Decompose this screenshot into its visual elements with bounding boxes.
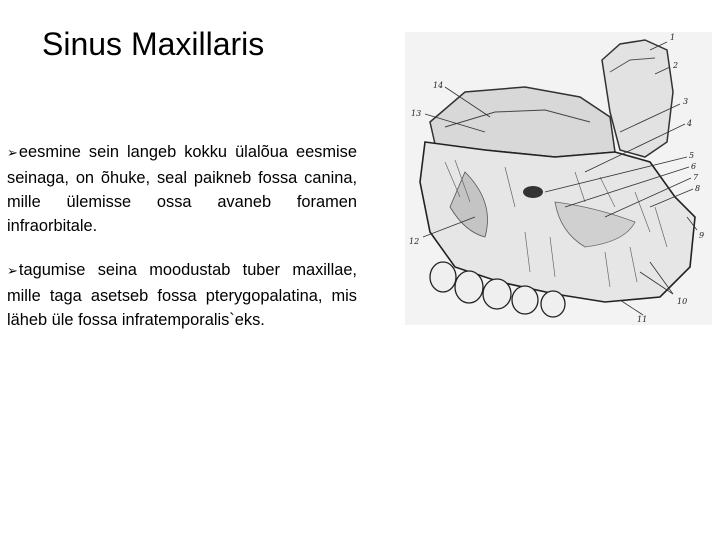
figure-label: 5 xyxy=(689,151,695,160)
slide-body xyxy=(7,140,357,352)
maxilla-anatomy-illustration-icon xyxy=(405,32,712,325)
arrow-bullet-icon: ➢ xyxy=(7,264,18,279)
figure-label: 14 xyxy=(433,81,444,90)
figure-label: 6 xyxy=(691,162,697,171)
slide-title: Sinus Maxillaris xyxy=(42,26,265,62)
bullet-item-anterior-wall xyxy=(7,140,357,238)
figure-label: 4 xyxy=(687,119,693,128)
bullet-text: tagumise seina moodustab tuber maxillae, mille taga asetseb fossa pterygopalatina, mis läheb üle fossa infratemporalis`eks. xyxy=(7,261,357,329)
figure-label: 7 xyxy=(693,173,699,182)
figure-label: 12 xyxy=(409,237,420,246)
figure-label: 1 xyxy=(670,33,676,42)
bullet-item-posterior-wall xyxy=(7,258,357,332)
figure-label: 2 xyxy=(673,61,679,70)
figure-label: 3 xyxy=(683,97,689,106)
arrow-bullet-icon: ➢ xyxy=(7,146,18,161)
figure-label: 10 xyxy=(677,297,688,306)
figure-label: 11 xyxy=(637,315,648,324)
bullet-text: eesmine sein langeb kokku ülalõua eesmise seinaga, on õhuke, seal paikneb fossa canina, mille ülemisse ossa avaneb foramen infraorbitale. xyxy=(7,143,357,235)
figure-label: 9 xyxy=(699,231,705,240)
figure-label: 13 xyxy=(411,109,422,118)
figure-label: 8 xyxy=(695,184,701,193)
maxilla-figure xyxy=(405,32,712,325)
